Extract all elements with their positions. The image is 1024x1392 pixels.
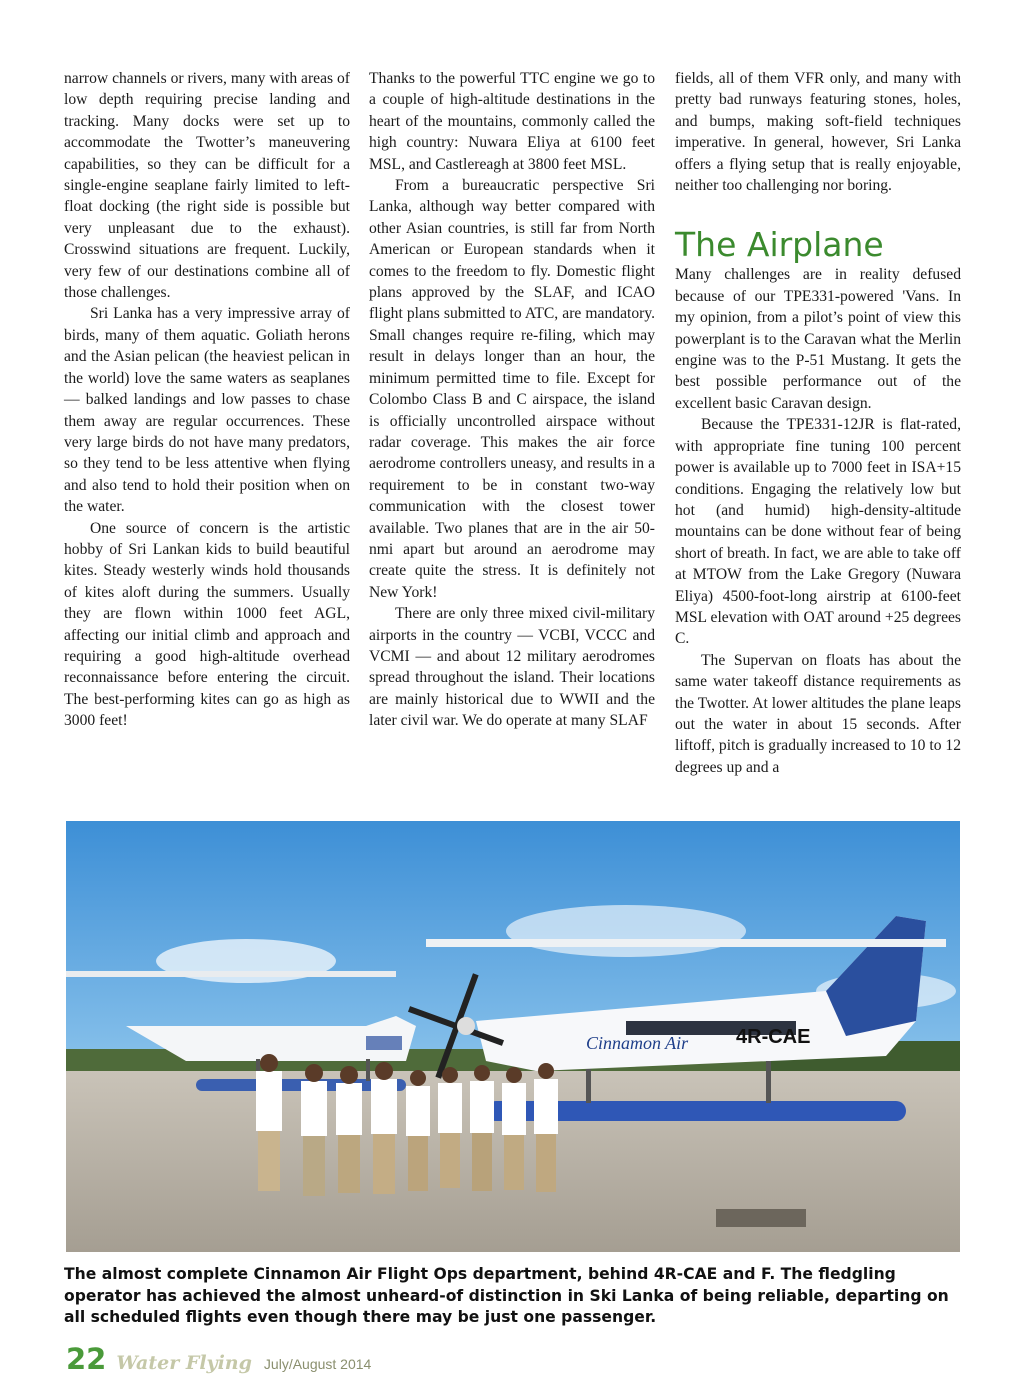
paragraph: One source of concern is the artistic hobby of Sri Lankan kids to build beautiful kites. Steady westerly winds hold thousands of kites aloft during the summers. Usually they are flown within 1000 feet AGL, affecting our initial climb and approach and requiring a good high-altitude overhead reconnaissance before entering the circuit. The best-performing kites can go as high as 3000 feet! bbox=[64, 519, 350, 730]
text-column-1 bbox=[64, 68, 350, 732]
aircraft-registration: 4R-CAE bbox=[736, 1026, 811, 1048]
paragraph: Thanks to the powerful TTC engine we go to a couple of high-altitude destinations in the heart of the mountains, commonly called the high country: Nuwara Eliya at 6100 feet MSL, and Castlereagh at 3800 feet MSL. bbox=[369, 70, 655, 173]
text-column-3 bbox=[675, 68, 961, 778]
paragraph: Sri Lanka has a very impressive array of birds, many of them aquatic. Goliath herons and the Asian pelican (the heaviest pelican in the world) love the same waters as seaplanes — balked landings and low passes to chase them away are regular occurrences. These very large birds do not have many predators, so they tend to be less attentive when flying and also tend to hold their position when on the water. bbox=[64, 305, 350, 516]
paragraph: Because the TPE331-12JR is flat-rated, with appropriate fine tuning 100 percent power is available up to 7000 feet in ISA+15 conditions. Engaging the relatively low but hot (and humid) high-density-altitude mountains can be done without fear of being short of breath. In fact, we are able to take off at MTOW from the Lake Gregory (Nuwara Eliya) 4500-foot-long airstrip at 6100-feet MSL elevation with OAT around +25 degrees C. bbox=[675, 416, 961, 648]
paragraph: Many challenges are in reality defused because of our TPE331-powered 'Vans. In my opinion, from a pilot’s point of view this powerplant is to the Caravan what the Merlin engine was to the P-51 Mustang. It gets the best possible performance out of the excellent basic Caravan design. bbox=[675, 266, 961, 412]
photo-caption: The almost complete Cinnamon Air Flight Ops department, behind 4R-CAE and F. The fledgling operator has achieved the almost unheard-of distinction in Ski Lanka of being reliable, departing on all scheduled flights even though there may be just one passenger. bbox=[64, 1265, 949, 1327]
magazine-name: Water Flying bbox=[116, 1352, 252, 1374]
paragraph: There are only three mixed civil-military airports in the country — VCBI, VCCC and VCMI — and about 12 military aerodromes spread throughout the island. Their locations are mainly historical due to WWII and the later civil war. We do operate at many SLAF bbox=[369, 605, 655, 730]
paragraph: fields, all of them VFR only, and many with pretty bad runways featuring stones, holes, and bumps, making soft-field techniques imperative. In general, however, Sri Lanka offers a flying setup that is really enjoyable, neither too challenging nor boring. bbox=[675, 70, 961, 195]
issue-date: July/August 2014 bbox=[263, 1356, 372, 1372]
seaplane-photo bbox=[66, 821, 960, 1252]
text-column-2 bbox=[369, 68, 655, 732]
airline-livery-text: Cinnamon Air bbox=[586, 1033, 689, 1053]
section-heading: The Airplane bbox=[675, 225, 884, 265]
page-number: 22 bbox=[66, 1342, 107, 1376]
paragraph: narrow channels or rivers, many with areas of low depth requiring precise landing and tracking. Many docks were set up to accommodate the Twotter’s maneuvering capabilities, so they can be difficult for a single-engine seaplane fairly limited to left-float docking (the right side is possible but very unpleasant due to the exhaust). Crosswind situations are frequent. Luckily, very few of our destinations combine all of those challenges. bbox=[64, 70, 350, 302]
paragraph: From a bureaucratic perspective Sri Lanka, although way better compared with other Asian countries, is still far from North American or European standards when it comes to the freedom to fly. Domestic flight plans approved by the SLAF, and ICAO flight plans submitted to ATC, are mandatory. Small changes require re-filing, which may result in delays longer than an hour, the minimum permitted time to file. Except for Colombo Class B and C airspace, the island is officially uncontrolled airspace without radar coverage. This makes the air force aerodrome controllers uneasy, and results in a requirement to be in constant two-way communication with the closest tower available. Two planes that are in the air 50-nmi apart but around an aerodrome may create quite the stress. It is definitely not New York! bbox=[369, 177, 655, 601]
page-footer bbox=[66, 1342, 371, 1382]
paragraph: The Supervan on floats has about the same water takeoff distance requirements as the Twotter. At lower altitudes the plane leaps out the water in about 15 seconds. After liftoff, pitch is gradually increased to 10 to 12 degrees up and a bbox=[675, 651, 961, 776]
